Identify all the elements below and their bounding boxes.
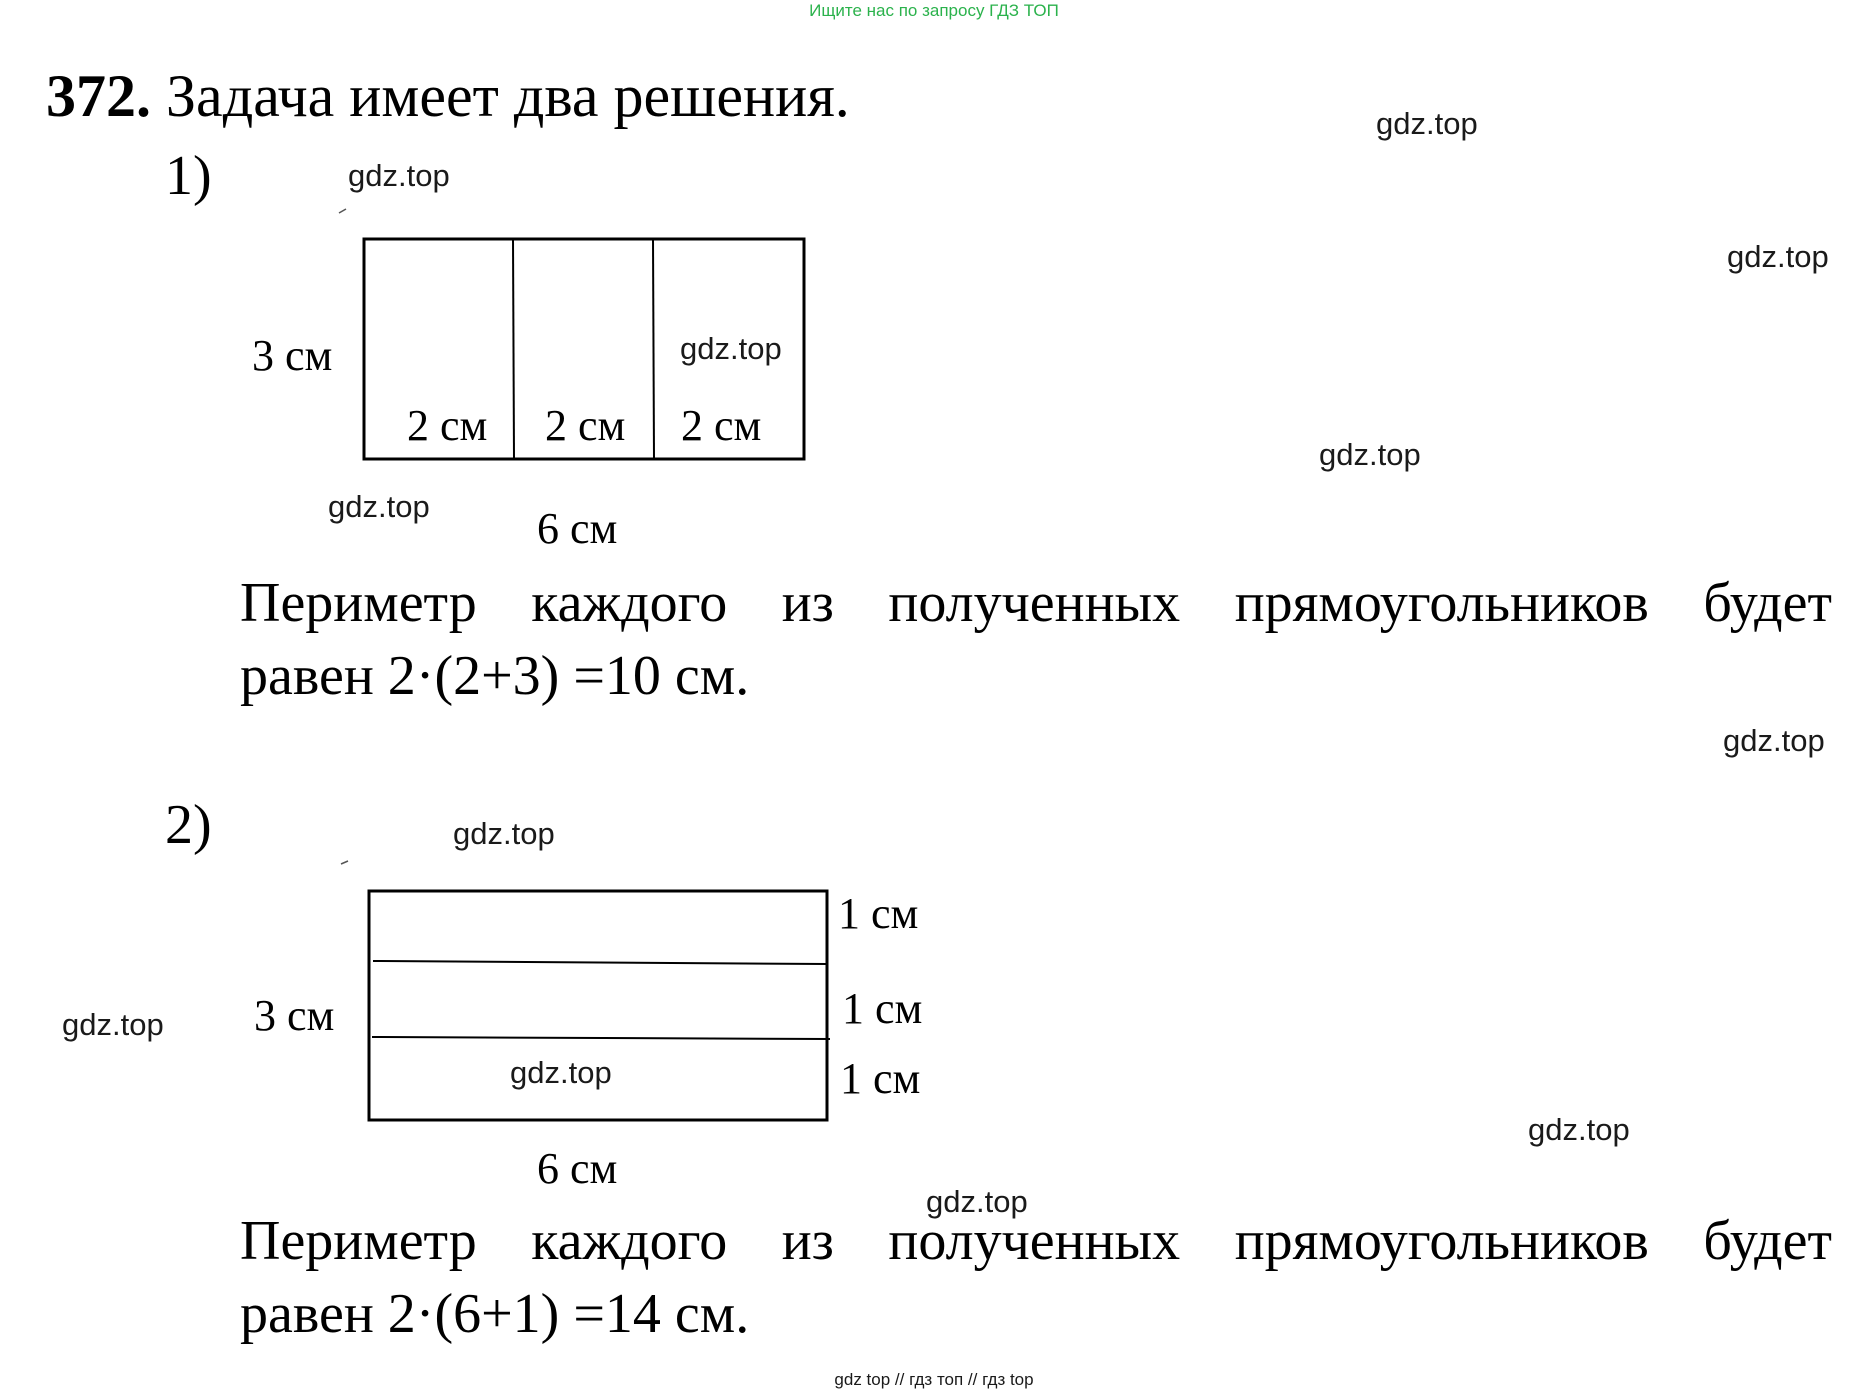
figure-1-divider-1 bbox=[513, 239, 514, 459]
case-1-segment-label-2: 2 см bbox=[545, 401, 626, 450]
watermark: gdz.top bbox=[1723, 723, 1825, 758]
figure-1-divider-2 bbox=[653, 239, 654, 459]
problem-statement: Задача имеет два решения. bbox=[151, 63, 850, 129]
watermark: gdz.top bbox=[62, 1007, 164, 1042]
watermark: gdz.top bbox=[328, 489, 430, 524]
watermark: gdz.top bbox=[510, 1055, 612, 1090]
case-1-bottom-label: 6 см bbox=[537, 504, 618, 553]
case-1-text-line-1: Периметр каждого из полученных прямоугольников будет bbox=[240, 572, 1832, 634]
case-1-text-line-2: равен 2·(2+3) =10 см. bbox=[240, 645, 750, 707]
search-banner: Ищите нас по запросу ГДЗ ТОП bbox=[809, 1, 1059, 20]
case-1-segment-label-3: 2 см bbox=[681, 401, 762, 450]
watermark: gdz.top bbox=[1319, 437, 1421, 472]
footer-watermark: gdz top // гдз топ // гдз top bbox=[834, 1370, 1034, 1389]
case-2-paragraph bbox=[240, 1205, 1832, 1351]
watermark: gdz.top bbox=[453, 816, 555, 851]
figure-1-tick bbox=[339, 209, 346, 213]
case-1-segment-label-1: 2 см bbox=[407, 401, 488, 450]
case-2-strip-label-2: 1 см bbox=[842, 984, 923, 1033]
case-2-strip-label-3: 1 см bbox=[840, 1054, 921, 1103]
case-2-text-line-2: равен 2·(6+1) =14 см. bbox=[240, 1283, 750, 1345]
case-1-paragraph bbox=[240, 567, 1832, 713]
case-2-label: 2) bbox=[165, 794, 212, 856]
case-1-label: 1) bbox=[165, 145, 212, 207]
case-2-text-line-1: Периметр каждого из полученных прямоугольников будет bbox=[240, 1210, 1832, 1272]
figure-2-divider-2 bbox=[372, 1037, 830, 1039]
watermark: gdz.top bbox=[348, 158, 450, 193]
watermark: gdz.top bbox=[1376, 106, 1478, 141]
case-2-strip-label-1: 1 см bbox=[838, 889, 919, 938]
figure-2-divider-1 bbox=[373, 961, 827, 964]
case-2-bottom-label: 6 см bbox=[537, 1144, 618, 1193]
watermark: gdz.top bbox=[1528, 1112, 1630, 1147]
watermark: gdz.top bbox=[926, 1184, 1028, 1219]
problem-number: 372. bbox=[46, 63, 151, 129]
figure-2-tick bbox=[341, 861, 348, 864]
case-1-side-label: 3 см bbox=[252, 331, 333, 380]
case-2-side-label: 3 см bbox=[254, 991, 335, 1040]
watermark: gdz.top bbox=[1727, 239, 1829, 274]
watermark: gdz.top bbox=[680, 331, 782, 366]
